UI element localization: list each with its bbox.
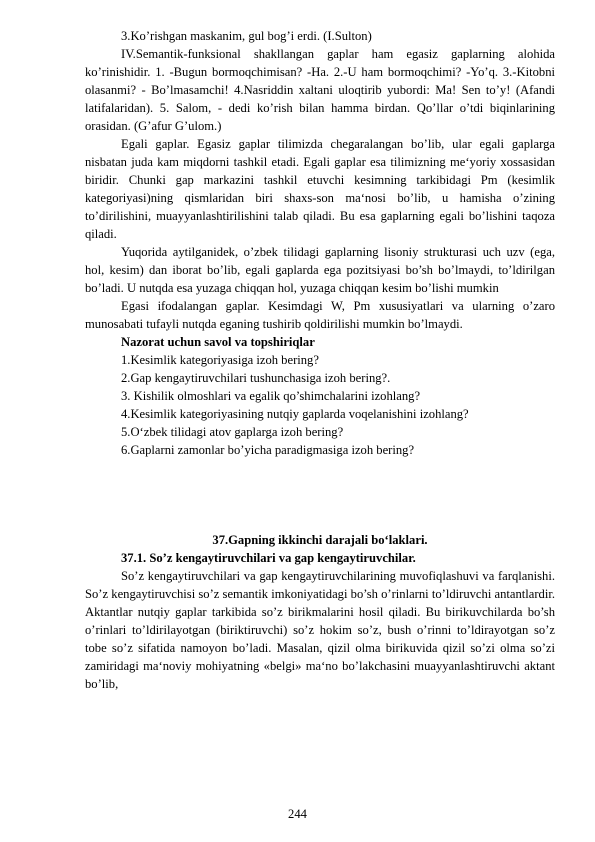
- question-item: 2.Gap kengaytiruvchilari tushunchasiga izoh bering?.: [121, 371, 391, 385]
- paragraph-egali-gaplar: Egali gaplar. Egasiz gaplar tilimizda chegaralangan bo’lib, ular egali gaplarga nisbatan juda kam miqdorni tashkil etadi. Egali gaplar esa tilimizning me‘yoriy xossasidan biridir. Chunki gap markazini tashkil etuvchi kesimning tarkibidagi Pm (kesimlik kategoriyasi)ning qismlaridan biri shaxs-son ma‘nosi bo’lib, u hamisha o’zining to’dirilishini, muayyanlashtirilishini talab qiladi. Bu esa gaplarning egali bo’lishini taqoza qiladi.: [85, 137, 555, 241]
- paragraph-structure: Yuqorida aytilganidek, o’zbek tilidagi gaplarning lisoniy strukturasi uch uzv (ega, hol, kesim) dan iborat bo’lib, egali gaplarda ega pozitsiyasi bo’sh bo’lmaydi, to’ldirilgan bo’ladi. U nutqda esa yuzaga chiqqan hol, yuzaga chiqqan kesim bo’lishi mumkin: [85, 245, 555, 295]
- subsection-title: 37.1. So’z kengaytiruvchilari va gap kengaytiruvchilar.: [121, 551, 416, 565]
- page-content: [85, 27, 555, 693]
- question-item: 5.O‘zbek tilidagi atov gaplarga izoh bering?: [121, 425, 344, 439]
- section-title: 37.Gapning ikkinchi darajali bo‘laklari.: [212, 533, 428, 547]
- question-item: 4.Kesimlik kategoriyasining nutqiy gaplarda voqelanishini izohlang?: [121, 407, 469, 421]
- question-item: 3. Kishilik olmoshlari va egalik qo’shimchalarini izohlang?: [121, 389, 421, 403]
- question-item: 1.Kesimlik kategoriyasiga izoh bering?: [121, 353, 319, 367]
- page-number: 244: [288, 807, 307, 821]
- section-paragraph: So’z kengaytiruvchilari va gap kengaytiruvchilarining muvofiqlashuvi va farqlanishi. So’z kengaytiruvchisi so’z semantik imkoniyatidagi bo’sh o’rinlarni to’ldiruvchi antantlardir. Aktantlar nutqiy gaplar tarkibida so’z birikmalarini hosil qiladi. Bu birikuvchilarda bo’sh o’rinlari to’ldirilayotgan (biriktiruvchi) so’z hokim so’z, bush o’rinni to’ldirayotgan so’z tobe so’z sifatida namoyon bo’ladi. Masalan, qizil olma birikuvida qizil so’zi olma so’zi zamiridagi ma‘noviy mohiyatning «belgi» ma‘no bo’lakchasini muayyanlashtiruvchi aktant bo’lib,: [85, 569, 555, 691]
- questions-heading: Nazorat uchun savol va topshiriqlar: [121, 335, 315, 349]
- paragraph-semantic-functional: IV.Semantik-funksional shakllangan gaplar ham egasiz gaplarning alohida ko’rinishidir. 1. -Bugun bormoqchimisan? -Ha. 2.-U ham bormoqchimi? -Yo’q. 3.-Kitobni olasanmi? - Bo’lmasamchi! 4.Nasriddin xaltani uloqtirib yubordi: Ma! Sen to’y! (Afandi latifalaridan). 5. Salom, - dedi ko’rish bilan hamma birdan. Qo’llar o’tdi biqinlarining orasidan. (G’afur G’ulom.): [85, 47, 555, 133]
- vertical-spacer: [85, 459, 555, 531]
- paragraph-example-3: 3.Ko’rishgan maskanim, gul bog’i erdi. (I.Sulton): [121, 29, 372, 43]
- paragraph-egasi-ifodalangan: Egasi ifodalangan gaplar. Kesimdagi W, Pm xususiyatlari va ularning o’zaro munosabati tufayli nutqda eganing tushirib qoldirilishi mumkin bo’lmaydi.: [85, 299, 555, 331]
- question-item: 6.Gaplarni zamonlar bo’yicha paradigmasiga izoh bering?: [121, 443, 415, 457]
